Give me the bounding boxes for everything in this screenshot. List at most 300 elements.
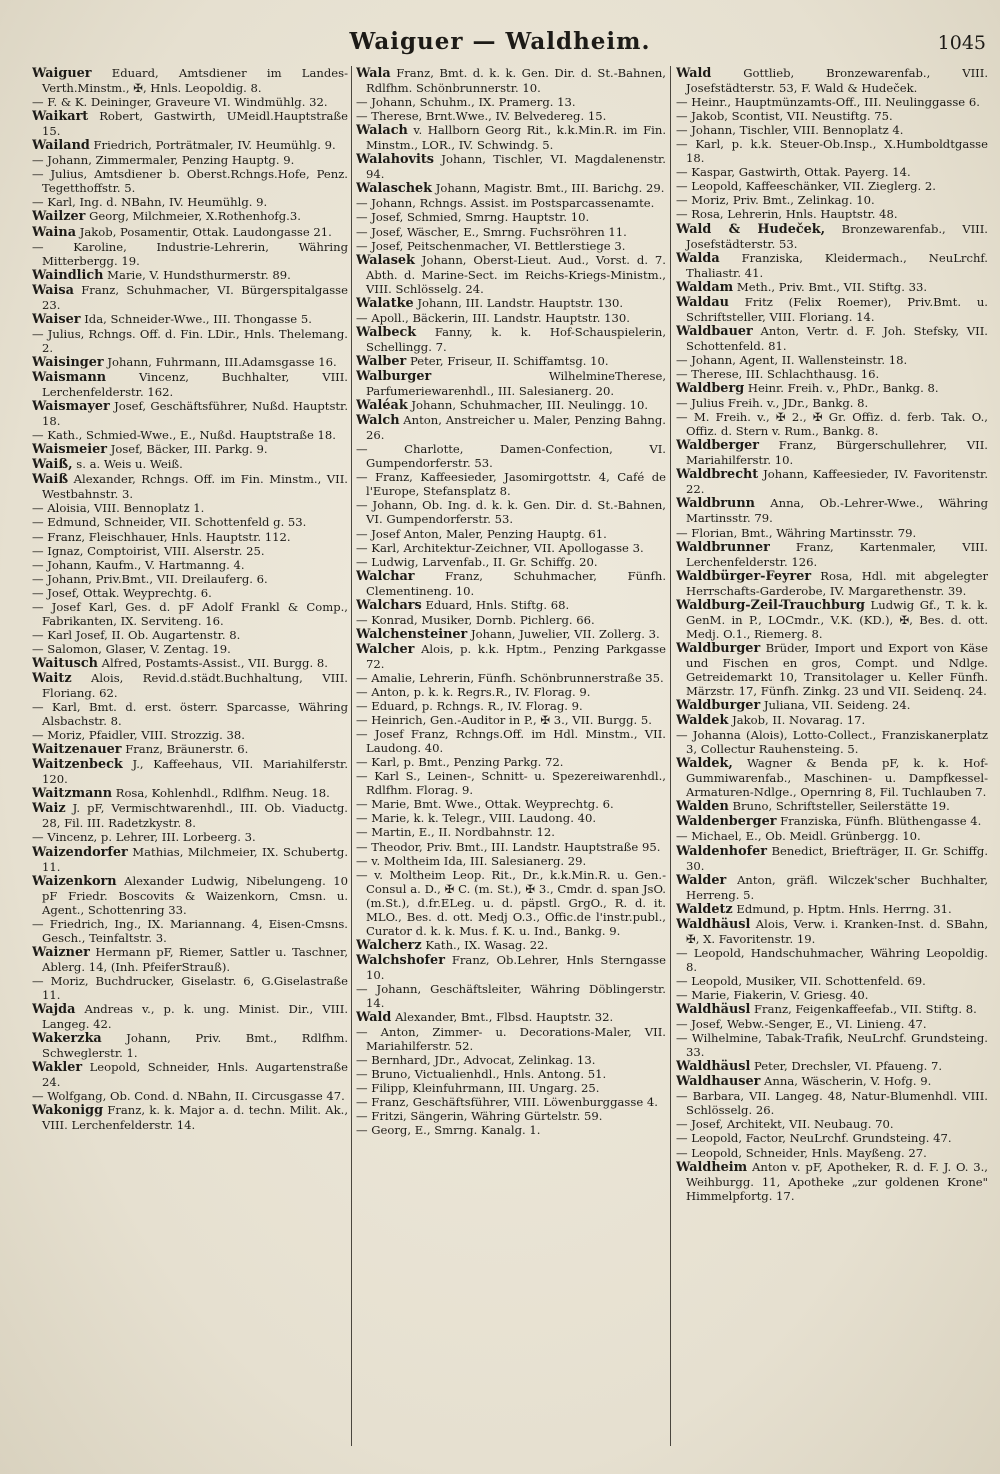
directory-entry — [356, 569, 666, 598]
entry-details: Johann, Schuhmacher, III. Neulingg. 10. — [411, 398, 649, 413]
directory-entry — [356, 354, 666, 369]
entry-details: — Ludwig, Larvenfab., II. Gr. Schiffg. 20. — [356, 554, 598, 569]
entry-surname: Waismayer — [32, 399, 110, 415]
entry-surname: Walcher — [356, 641, 415, 657]
directory-entry — [356, 541, 666, 555]
directory-entry — [32, 283, 348, 312]
entry-details: Vincenz, Buchhalter, VIII. Lerchenfelderstr. 162. — [42, 369, 348, 400]
entry-details: Juliana, VII. Seideng. 24. — [763, 698, 911, 713]
directory-entry — [676, 713, 988, 728]
directory-entry — [32, 138, 348, 153]
directory-entry — [356, 825, 666, 839]
directory-entry — [32, 558, 348, 572]
directory-entry — [32, 312, 348, 327]
entry-surname: Waitzenbeck — [32, 757, 123, 773]
entry-surname: Wailzer — [32, 209, 86, 225]
entry-details: — Marie, k. k. Telegr., VIII. Laudong. 40. — [356, 811, 597, 826]
entry-details: — Filipp, Kleinfuhrmann, III. Ungarg. 25. — [356, 1081, 600, 1096]
directory-entry — [32, 1060, 348, 1089]
entry-details: — Josef, Peitschenmacher, VI. Bettlerstiege 3. — [356, 238, 626, 253]
directory-entry — [356, 797, 666, 811]
entry-details: Anna, Ob.-Lehrer-Wwe., Währing Martinsstr. 79. — [686, 496, 988, 526]
entry-details: — Karl, Ing. d. NBahn, IV. Heumühlg. 9. — [32, 195, 268, 210]
entry-details: Jakob, II. Novarag. 17. — [732, 713, 866, 728]
entry-surname: Walda — [676, 250, 720, 266]
directory-entry — [356, 311, 666, 325]
entry-details: — Therese, III. Schlachthausg. 16. — [676, 366, 880, 381]
directory-entry — [32, 917, 348, 945]
entry-details: Ludwig Gf., T. k. k. GenM. in P., LOCmdr., V.K. (KD.), ✠, Bes. d. ott. Medj. O.1., Riemerg. 8. — [686, 597, 988, 641]
entry-details: Benedict, Briefträger, II. Gr. Schiffg. 30. — [686, 843, 988, 873]
directory-entry — [356, 109, 666, 123]
entry-surname: Waldheim — [676, 1159, 748, 1175]
directory-entry — [32, 240, 348, 268]
entry-details: — Fritzi, Sängerin, Währing Gürtelstr. 59. — [356, 1109, 603, 1124]
entry-details: Franz, Ob.Lehrer, Hnls Sterngasse 10. — [366, 952, 666, 982]
entry-surname: Waldenhofer — [676, 843, 768, 859]
entry-details: Rosa, Hdl. mit abgelegter Herrschafts-Garderobe, IV. Margarethenstr. 39. — [686, 568, 988, 598]
directory-entry — [676, 251, 988, 280]
entry-details: Heinr. Freih. v., PhDr., Bankg. 8. — [747, 381, 939, 396]
directory-entry — [32, 945, 348, 974]
entry-details: Jakob, Posamentir, Ottak. Laudongasse 21. — [79, 224, 332, 239]
directory-entry — [32, 225, 348, 240]
directory-entry — [32, 153, 348, 167]
directory-entry — [676, 974, 988, 988]
directory-entry — [32, 628, 348, 642]
directory-entry — [356, 982, 666, 1010]
directory-entry — [356, 470, 666, 498]
entry-surname: Waldbrunner — [676, 539, 770, 555]
entry-details: Georg, Milchmeier, X.Rothenhofg.3. — [89, 209, 301, 224]
entry-details: Franziska, Kleidermach., NeuLrchf. Thaliastr. 41. — [686, 250, 988, 280]
directory-entry — [32, 370, 348, 399]
directory-entry — [356, 1081, 666, 1095]
entry-surname: Waitz — [32, 670, 72, 686]
entry-surname: Waléak — [356, 398, 408, 414]
entry-details: Johann, Priv. Bmt., Rdlfhm. Schweglerstr. 1. — [42, 1031, 348, 1061]
directory-entry — [356, 755, 666, 769]
directory-entry — [32, 1031, 348, 1060]
directory-entry — [356, 642, 666, 671]
entry-surname: Waldek — [676, 713, 729, 729]
entry-details: — M. Freih. v., ✠ 2., ✠ Gr. Offiz. d. ferb. Tak. O., Offiz. d. Stern v. Rum., Bankg. 8. — [676, 410, 988, 439]
directory-entry — [356, 613, 666, 627]
directory-column-3 — [676, 66, 988, 1462]
directory-entry — [676, 1089, 988, 1117]
entry-surname: Wakler — [32, 1060, 83, 1076]
entry-surname: Waisa — [32, 282, 74, 298]
entry-details: — Karl S., Leinen-, Schnitt- u. Spezereiwarenhdl., Rdlfhm. Florag. 9. — [356, 769, 666, 798]
directory-entry — [676, 179, 988, 193]
directory-entry — [676, 1131, 988, 1145]
entry-details: — Karl, Architektur-Zeichner, VII. Apollogasse 3. — [356, 540, 644, 555]
entry-surname: Waldam — [676, 279, 734, 295]
entry-details: Alois, Revid.d.städt.Buchhaltung, VIII. Floriang. 62. — [42, 670, 348, 701]
directory-entry — [356, 671, 666, 685]
directory-entry — [356, 369, 666, 398]
entry-surname: Walchensteiner — [356, 626, 468, 642]
directory-entry — [676, 1160, 988, 1203]
entry-surname: Walbeck — [356, 324, 417, 340]
entry-surname: Waiß — [32, 472, 69, 488]
directory-entry — [32, 109, 348, 138]
page-number: 1045 — [937, 32, 986, 54]
entry-details: — Kaspar, Gastwirth, Ottak. Payerg. 14. — [676, 165, 911, 180]
directory-entry — [676, 829, 988, 843]
entry-details: — Johanna (Alois), Lotto-Collect., Franziskanerplatz 3, Collectur Rauhensteing. 5. — [676, 728, 988, 757]
entry-surname: Waldbürger-Feyrer — [676, 568, 812, 584]
directory-entry — [676, 66, 988, 95]
entry-details: — Josef Anton, Maler, Penzing Hauptg. 61. — [356, 526, 607, 541]
entry-details: — Leopold, Kaffeeschänker, VII. Zieglerg. 2. — [676, 179, 936, 194]
entry-details: — Karl, p. k.k. Steuer-Ob.Insp., X.Humboldtgasse 18. — [676, 137, 988, 166]
entry-details: J., Kaffeehaus, VII. Mariahilferstr. 120. — [42, 757, 348, 787]
entry-surname: Waizner — [32, 944, 90, 960]
directory-entry — [32, 1103, 348, 1132]
entry-details: — Marie, Fiakerin, V. Griesg. 40. — [676, 988, 869, 1002]
entry-details: — Wilhelmine, Tabak-Trafik, NeuLrchf. Grundsteing. 33. — [676, 1031, 988, 1060]
directory-entry — [356, 627, 666, 642]
entry-details: — Friedrich, Ing., IX. Mariannang. 4, Eisen-Cmsns. Gesch., Teinfaltstr. 3. — [32, 916, 348, 945]
entry-details: Josef, Geschäftsführer, Nußd. Hauptstr. 18. — [42, 399, 348, 429]
directory-entry — [676, 799, 988, 814]
directory-entry — [676, 222, 988, 251]
entry-details: — Julius, Rchngs. Off. d. Fin. LDir., Hnls. Thelemang. 2. — [32, 326, 348, 355]
entry-details: Johann, Oberst-Lieut. Aud., Vorst. d. 7. Abth. d. Marine-Sect. im Reichs-Kriegs-Ministm., VIII. Schlösselg. 24. — [366, 252, 666, 296]
directory-entry — [356, 1053, 666, 1067]
entry-details: Johann, Tischler, VI. Magdalenenstr. 94. — [366, 152, 666, 182]
entry-details: Leopold, Schneider, Hnls. Augartenstraße 24. — [42, 1060, 348, 1090]
entry-surname: Waitzenauer — [32, 742, 122, 758]
entry-surname: Walchars — [356, 597, 422, 613]
entry-details: Alois, Verw. i. Kranken-Inst. d. SBahn, ✠, X. Favoritenstr. 19. — [686, 916, 988, 946]
entry-surname: Waldberger — [676, 438, 760, 454]
directory-entry — [676, 1146, 988, 1160]
entry-surname: Waiser — [32, 311, 81, 327]
directory-entry — [356, 953, 666, 982]
entry-surname: Waldhäusl — [676, 1059, 751, 1075]
directory-entry — [676, 873, 988, 902]
entry-details: Anton, Anstreicher u. Maler, Penzing Bahng. 26. — [366, 413, 666, 443]
entry-details: Fritz (Felix Roemer), Priv.Bmt. u. Schriftsteller, VIII. Floriang. 14. — [686, 294, 988, 324]
directory-entry — [32, 845, 348, 874]
directory-entry — [32, 974, 348, 1002]
directory-entry — [32, 757, 348, 786]
entry-details: — Charlotte, Damen-Confection, VI. Gumpendorferstr. 53. — [356, 442, 666, 471]
directory-entry — [676, 353, 988, 367]
directory-entry — [356, 713, 666, 727]
directory-entry — [356, 840, 666, 854]
directory-entry — [356, 685, 666, 699]
entry-details: Franz, Kartenmaler, VIII. Lerchenfelderstr. 126. — [686, 539, 988, 569]
entry-details: Edmund, p. Hptm. Hnls. Herrng. 31. — [736, 901, 952, 916]
entry-surname: Wajda — [32, 1002, 76, 1018]
entry-details: — Karl, p. Bmt., Penzing Parkg. 72. — [356, 755, 564, 770]
entry-details: — Julius, Amtsdiener b. Oberst.Rchngs.Hofe, Penz. Tegetthoffstr. 5. — [32, 167, 348, 196]
entry-surname: Waiz — [32, 801, 66, 817]
directory-entry — [32, 742, 348, 757]
directory-entry — [676, 1059, 988, 1074]
directory-entry — [676, 988, 988, 1002]
entry-details: — Johann, Schuhm., IX. Pramerg. 13. — [356, 95, 576, 110]
directory-entry — [32, 472, 348, 501]
entry-surname: Waizendorfer — [32, 844, 128, 860]
entry-surname: Waiguer — [32, 66, 92, 81]
entry-details: Fanny, k. k. Hof-Schauspielerin, Schellingg. 7. — [366, 324, 666, 354]
directory-entry — [676, 410, 988, 438]
directory-entry — [32, 501, 348, 515]
entry-details: — Anton, p. k. k. Regrs.R., IV. Florag. 9. — [356, 685, 591, 700]
directory-entry — [356, 95, 666, 109]
directory-entry — [32, 572, 348, 586]
directory-entry — [356, 1123, 666, 1137]
entry-details: s. a. Weis u. Weiß. — [76, 457, 183, 472]
directory-entry — [356, 527, 666, 541]
entry-details: Franz, Bmt. d. k. k. Gen. Dir. d. St.-Bahnen, Rdlfhm. Schönbrunnerstr. 10. — [366, 66, 666, 96]
directory-entry — [32, 95, 348, 109]
entry-surname: Waldbrunn — [676, 496, 755, 512]
directory-entry — [676, 95, 988, 109]
directory-entry — [676, 295, 988, 324]
entry-details: Rosa, Kohlenhdl., Rdlfhm. Neug. 18. — [115, 786, 330, 801]
entry-surname: Waldhäusl — [676, 1002, 751, 1018]
directory-entry — [356, 1025, 666, 1053]
directory-entry — [32, 642, 348, 656]
entry-details: — Karl Josef, II. Ob. Augartenstr. 8. — [32, 627, 241, 642]
directory-entry — [356, 727, 666, 755]
column-divider — [670, 66, 671, 1446]
entry-surname: Waldetz — [676, 901, 733, 917]
entry-details: — Bruno, Victualienhdl., Hnls. Antong. 51. — [356, 1067, 607, 1082]
directory-entry — [32, 1089, 348, 1103]
directory-entry — [356, 253, 666, 296]
entry-details: Alexander Ludwig, Nibelungeng. 10 pF Friedr. Boscovits & Waizenkorn, Cmsn. u. Agent., Schottenring 33. — [42, 873, 348, 917]
entry-details: Hermann pF, Riemer, Sattler u. Taschner, Ablerg. 14, (Inh. PfeiferStrauß). — [42, 944, 348, 974]
directory-entry — [676, 917, 988, 946]
directory-entry — [356, 854, 666, 868]
entry-details: Franz, Bürgerschullehrer, VII. Mariahilferstr. 10. — [686, 438, 988, 468]
entry-details: Johann, Magistr. Bmt., III. Barichg. 29. — [435, 181, 665, 196]
entry-details: Johann, Kaffeesieder, IV. Favoritenstr. 22. — [686, 467, 988, 497]
entry-details: — Bernhard, JDr., Advocat, Zelinkag. 13. — [356, 1053, 596, 1068]
entry-surname: Waldhäusl — [676, 916, 751, 932]
entry-details: Franz, Schuhmacher, Fünfh. Clementineng. 10. — [366, 568, 666, 598]
directory-entry — [676, 814, 988, 829]
directory-entry — [32, 457, 348, 472]
entry-details: — Eduard, p. Rchngs. R., IV. Florag. 9. — [356, 699, 583, 714]
entry-surname: Waldek, — [676, 756, 733, 772]
directory-entry — [676, 526, 988, 540]
entry-details: — Johann, Ob. Ing. d. k. k. Gen. Dir. d. St.-Bahnen, VI. Gumpendorferstr. 53. — [356, 498, 666, 527]
entry-details: Alexander, Rchngs. Off. im Fin. Minstm., VII. Westbahnstr. 3. — [42, 472, 348, 502]
entry-details: — Josef, Schmied, Smrng. Hauptstr. 10. — [356, 210, 590, 225]
directory-entry — [32, 801, 348, 830]
directory-entry — [32, 728, 348, 742]
directory-entry — [676, 137, 988, 165]
directory-entry — [32, 66, 348, 95]
entry-surname: Waldhauser — [676, 1074, 761, 1090]
entry-details: — Johann, Priv.Bmt., VII. Dreilauferg. 6. — [32, 571, 268, 586]
entry-details: Anton v. pF, Apotheker, R. d. F. J. O. 3., Weihburgg. 11, Apotheke „zur goldenen Krone" Himmelpfortg. 17. — [686, 1159, 988, 1203]
directory-entry — [676, 109, 988, 123]
entry-details: — Karl, Bmt. d. erst. österr. Sparcasse, Währing Alsbachstr. 8. — [32, 700, 348, 729]
entry-details: — Johann, Geschäftsleiter, Währing Döblingerstr. 14. — [356, 982, 666, 1011]
entry-surname: Walber — [356, 353, 407, 369]
entry-details: Eduard, Amtsdiener im Landes-Verth.Minstm., ✠, Hnls. Leopoldig. 8. — [42, 66, 348, 96]
entry-surname: Waldenberger — [676, 814, 777, 830]
entry-details: — Anton, Zimmer- u. Decorations-Maler, VII. Mariahilferstr. 52. — [356, 1025, 666, 1054]
entry-surname: Walburger — [356, 368, 432, 384]
entry-surname: Waldberg — [676, 381, 745, 397]
entry-details: Marie, V. Hundsthurmerstr. 89. — [107, 267, 291, 282]
entry-surname: Wald & Hudeček, — [676, 221, 826, 237]
entry-details: v. Hallborn Georg Rit., k.k.Min.R. im Fin. Minstm., LOR., IV. Schwindg. 5. — [366, 123, 666, 153]
entry-details: — Josef, Wäscher, E., Smrng. Fuchsröhren 11. — [356, 224, 627, 239]
directory-entry — [676, 1117, 988, 1131]
directory-entry — [676, 496, 988, 525]
directory-entry — [676, 193, 988, 207]
directory-entry — [676, 1074, 988, 1089]
directory-entry — [676, 207, 988, 221]
entry-details: Franz, k. k. Major a. d. techn. Milit. Ak., VIII. Lerchenfelderstr. 14. — [42, 1103, 348, 1133]
directory-entry — [356, 123, 666, 152]
entry-surname: Wald — [356, 1010, 392, 1026]
entry-details: — Johann, Tischler, VIII. Bennoplatz 4. — [676, 123, 904, 138]
directory-entry — [32, 586, 348, 600]
entry-surname: Wald — [676, 66, 712, 81]
directory-entry — [676, 1002, 988, 1017]
entry-surname: Walch — [356, 413, 400, 429]
directory-entry — [356, 325, 666, 354]
directory-entry — [32, 442, 348, 457]
directory-entry — [356, 225, 666, 239]
directory-entry — [676, 902, 988, 917]
entry-details: — Barbara, VII. Langeg. 48, Natur-Blumenhdl. VIII. Schlösselg. 26. — [676, 1089, 988, 1118]
entry-details: Franz, Bräunerstr. 6. — [125, 742, 249, 757]
directory-entry — [32, 1002, 348, 1031]
entry-details: — Leopold, Musiker, VII. Schottenfeld. 69. — [676, 973, 926, 988]
entry-details: — Martin, E., II. Nordbahnstr. 12. — [356, 825, 555, 840]
directory-column-1 — [32, 66, 348, 1462]
directory-entry — [676, 1031, 988, 1059]
entry-surname: Waindlich — [32, 267, 104, 283]
entry-surname: Walach — [356, 123, 408, 139]
directory-entry — [32, 167, 348, 195]
entry-details: — Johann, Agent, II. Wallensteinstr. 18. — [676, 352, 908, 367]
entry-details: Bronzewarenfab., VIII. Josefstädterstr. 53. — [686, 221, 988, 251]
entry-surname: Waldburger — [676, 640, 761, 656]
entry-details: — Josef, Webw.-Senger, E., VI. Linieng. 47. — [676, 1017, 927, 1032]
directory-entry — [676, 467, 988, 496]
directory-entry — [356, 210, 666, 224]
entry-details: — Edmund, Schneider, VII. Schottenfeld g. 53. — [32, 515, 307, 530]
entry-details: — Georg, E., Smrng. Kanalg. 1. — [356, 1123, 541, 1138]
entry-details: — Franz, Geschäftsführer, VIII. Löwenburggasse 4. — [356, 1095, 658, 1110]
entry-details: — Rosa, Lehrerin, Hnls. Hauptstr. 48. — [676, 207, 898, 222]
entry-details: Johann, Juwelier, VII. Zollerg. 3. — [470, 626, 660, 641]
entry-surname: Walder — [676, 872, 727, 888]
directory-entry — [676, 728, 988, 756]
entry-surname: Wakonigg — [32, 1103, 104, 1119]
directory-entry — [32, 209, 348, 224]
directory-entry — [356, 938, 666, 953]
entry-surname: Walahovits — [356, 152, 434, 168]
entry-details: Kath., IX. Wasag. 22. — [425, 937, 549, 952]
directory-entry — [356, 1067, 666, 1081]
entry-surname: Waitusch — [32, 655, 98, 671]
directory-entry — [356, 811, 666, 825]
page-header — [0, 28, 1000, 64]
directory-entry — [356, 699, 666, 713]
entry-surname: Waldburger — [676, 698, 761, 714]
directory-entry — [356, 555, 666, 569]
entry-details: — Apoll., Bäckerin, III. Landstr. Hauptstr. 130. — [356, 310, 630, 325]
entry-details: Meth., Priv. Bmt., VII. Stiftg. 33. — [736, 279, 928, 294]
entry-details: — Johann, Rchngs. Assist. im Postsparcassenamte. — [356, 196, 655, 211]
entry-details: — Konrad, Musiker, Dornb. Pichlerg. 66. — [356, 612, 595, 627]
directory-entry — [356, 239, 666, 253]
entry-details: J. pF, Vermischtwarenhdl., III. Ob. Viaductg. 28, Fil. III. Radetzkystr. 8. — [42, 801, 348, 831]
directory-entry — [676, 280, 988, 295]
entry-details: — Aloisia, VIII. Bennoplatz 1. — [32, 501, 205, 516]
directory-entry — [32, 830, 348, 844]
entry-surname: Waismann — [32, 369, 107, 385]
directory-entry — [356, 152, 666, 181]
entry-details: Andreas v., p. k. ung. Minist. Dir., VIII. Langeg. 42. — [42, 1002, 348, 1032]
entry-details: — Moriz, Buchdrucker, Giselastr. 6, G.Giselastraße 11. — [32, 973, 348, 1002]
entry-details: Anna, Wäscherin, V. Hofg. 9. — [764, 1074, 932, 1089]
directory-entry — [356, 1095, 666, 1109]
directory-entry — [32, 786, 348, 801]
directory-entry — [676, 381, 988, 396]
directory-entry — [356, 442, 666, 470]
entry-details: — Franz, Kaffeesieder, Jasomirgottstr. 4, Café de l'Europe, Stefansplatz 8. — [356, 470, 666, 499]
directory-entry — [32, 600, 348, 628]
entry-details: Ida, Schneider-Wwe., III. Thongasse 5. — [84, 311, 312, 326]
directory-entry — [676, 540, 988, 569]
directory-entry — [676, 946, 988, 974]
entry-details: — Josef, Architekt, VII. Neubaug. 70. — [676, 1117, 894, 1132]
entry-details: — v. Moltheim Leop. Rit., Dr., k.k.Min.R. u. Gen.-Consul a. D., ✠ C. (m. St.), ✠ 3., Cmdr. d. span JsO.(m.St.), d.fr.ELeg. u. d. päpstl. GrgO., R. d. it. MLO., Bes. d. ott. Medj O.3., Offic.de l'instr.publ., Curator d. k. k. Mus. f. K. u. Ind., Bankg. 9. — [356, 867, 666, 938]
entry-details: — v. Moltheim Ida, III. Salesianerg. 29. — [356, 853, 587, 868]
entry-details: Robert, Gastwirth, UMeidl.Hauptstraße 15. — [42, 109, 348, 139]
entry-details: — Theodor, Priv. Bmt., III. Landstr. Hauptstraße 95. — [356, 839, 661, 854]
directory-entry — [356, 398, 666, 413]
directory-entry — [356, 66, 666, 95]
entry-details: — Wolfgang, Ob. Cond. d. NBahn, II. Circusgasse 47. — [32, 1089, 345, 1104]
entry-details: Johann, III. Landstr. Hauptstr. 130. — [417, 295, 624, 310]
directory-entry — [32, 428, 348, 442]
entry-details: Anton, Vertr. d. F. Joh. Stefsky, VII. Schottenfeld. 81. — [686, 323, 988, 353]
entry-details: Eduard, Hnls. Stiftg. 68. — [425, 597, 570, 612]
entry-details: Bruno, Schriftsteller, Seilerstätte 19. — [732, 799, 950, 814]
directory-entry — [356, 296, 666, 311]
entry-details: — Josef Franz, Rchngs.Off. im Hdl. Minstm., VII. Laudong. 40. — [356, 727, 666, 756]
directory-entry — [676, 396, 988, 410]
entry-surname: Walcherz — [356, 937, 422, 953]
entry-surname: Waizenkorn — [32, 873, 117, 889]
entry-details: Alfred, Postamts-Assist., VII. Burgg. 8. — [101, 655, 328, 670]
entry-details: — Johann, Kaufm., V. Hartmanng. 4. — [32, 557, 245, 572]
entry-surname: Walatke — [356, 295, 414, 311]
directory-entry — [32, 700, 348, 728]
entry-details: — Amalie, Lehrerin, Fünfh. Schönbrunnerstraße 35. — [356, 670, 664, 685]
directory-entry — [32, 515, 348, 529]
entry-details: — Jakob, Scontist, VII. Neustiftg. 75. — [676, 109, 893, 124]
entry-details: Josef, Bäcker, III. Parkg. 9. — [110, 442, 268, 457]
entry-surname: Waisinger — [32, 354, 104, 370]
